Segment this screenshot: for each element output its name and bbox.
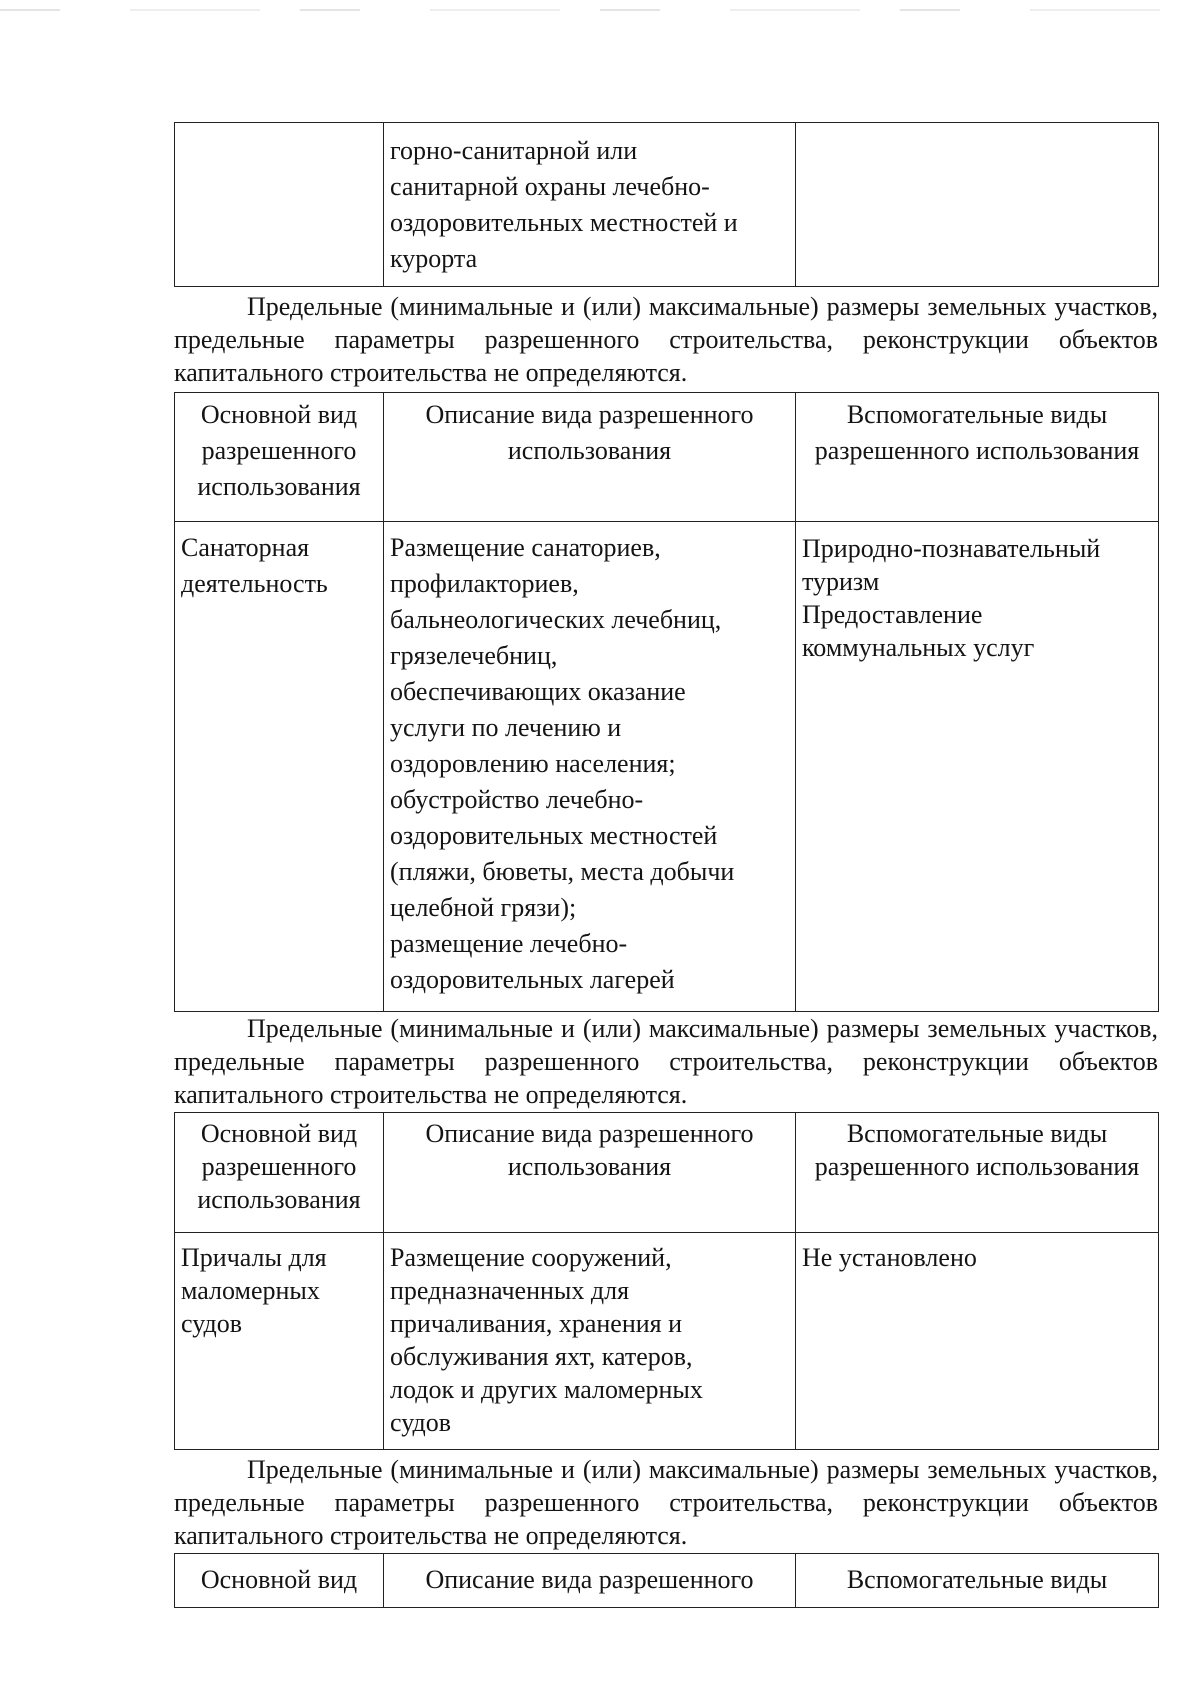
table-cell-description: горно-санитарной или санитарной охраны лечебно- оздоровительных местностей и курорта (384, 123, 796, 287)
table-row (175, 1233, 1159, 1450)
header-auxiliary: Вспомогательные виды разрешенного использования (796, 1113, 1159, 1233)
header-description: Описание вида разрешенного (384, 1554, 796, 1608)
auxiliary-value: Не установлено (796, 1233, 1159, 1450)
continuation-table (174, 122, 1159, 287)
main-use-value: Причалы для маломерных судов (175, 1233, 384, 1450)
header-description: Описание вида разрешенного использования (384, 393, 796, 522)
description-value: Размещение санаториев, профилакториев, бальнеологических лечебниц, грязелечебниц, обеспечивающих оказание услуги по лечению и оздоровлению населения; обустройство лечебно- оздоровительных местностей (пляжи, бюветы, места добычи целебной грязи); размещение лечебно- оздоровительных лагерей (384, 522, 796, 1012)
header-description: Описание вида разрешенного использования (384, 1113, 796, 1233)
main-use-value: Санаторная деятельность (175, 522, 384, 1012)
limits-paragraph: Предельные (минимальные и (или) максимальные) размеры земельных участков, предельные параметры разрешенного строительства, реконструкции объектов капитального строительства не определяются. (174, 1014, 1158, 1109)
table-header-row (175, 393, 1159, 522)
land-use-table-sanatorium (174, 392, 1159, 1012)
header-auxiliary: Вспомогательные виды разрешенного использования (796, 393, 1159, 522)
header-auxiliary: Вспомогательные виды (796, 1554, 1159, 1608)
limits-paragraph: Предельные (минимальные и (или) максимальные) размеры земельных участков, предельные параметры разрешенного строительства, реконструкции объектов капитального строительства не определяются. (174, 292, 1158, 387)
table-header-row (175, 1113, 1159, 1233)
auxiliary-value: Природно-познавательный туризм Предоставление коммунальных услуг (796, 522, 1159, 1012)
limits-paragraph: Предельные (минимальные и (или) максимальные) размеры земельных участков, предельные параметры разрешенного строительства, реконструкции объектов капитального строительства не определяются. (174, 1455, 1158, 1550)
header-main-use: Основной вид (175, 1554, 384, 1608)
scan-artifact-line (0, 9, 1200, 11)
table-row (175, 123, 1159, 287)
land-use-table-piers (174, 1112, 1159, 1450)
table-row (175, 522, 1159, 1012)
table-header-row (175, 1554, 1159, 1608)
land-use-table-next (174, 1553, 1159, 1608)
description-value: Размещение сооружений, предназначенных для причаливания, хранения и обслуживания яхт, катеров, лодок и других маломерных судов (384, 1233, 796, 1450)
header-main-use: Основной вид разрешенного использования (175, 393, 384, 522)
table-cell-auxiliary (796, 123, 1159, 287)
header-main-use: Основной вид разрешенного использования (175, 1113, 384, 1233)
table-cell-main-use (175, 123, 384, 287)
